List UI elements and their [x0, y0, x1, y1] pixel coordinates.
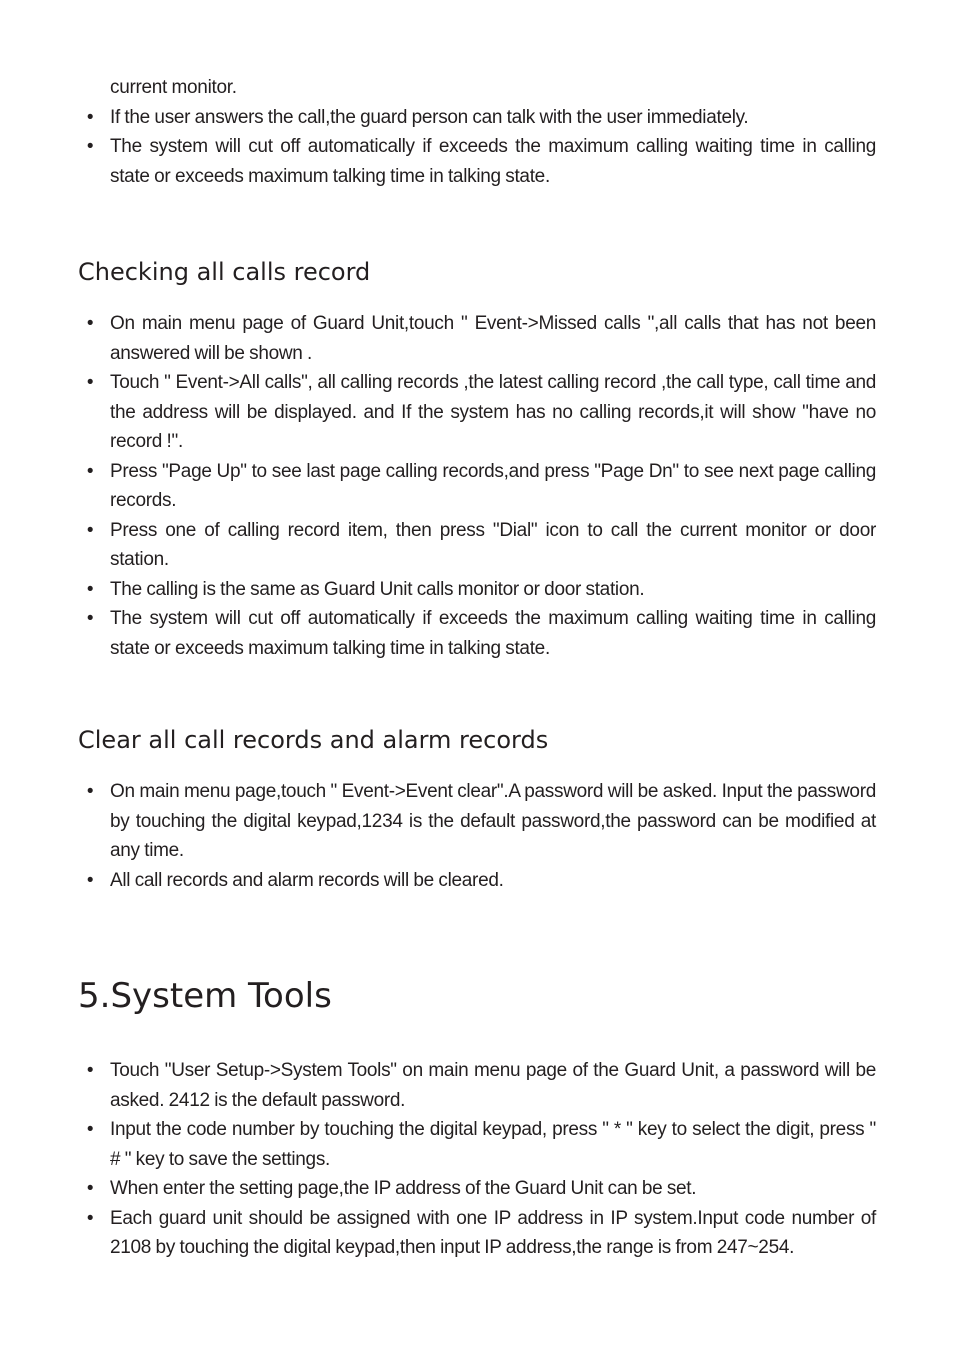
bullet-icon: •: [86, 1207, 94, 1229]
list-item: current monitor.: [110, 77, 237, 98]
bullet-icon: •: [86, 519, 94, 541]
calls-record-list: [78, 309, 876, 663]
list-item: • Press one of calling record item, then press "Dial" icon to call the current monitor or door station.: [78, 516, 876, 575]
clear-records-list: [78, 777, 876, 895]
list-item: • Touch " Event->All calls", all calling records ,the latest calling record ,the call type, call time and the address will be displayed. and If the system has no calling records,it will show "have no record !".: [78, 368, 876, 457]
bullet-icon: •: [86, 578, 94, 600]
section-heading: Clear all call records and alarm records: [78, 726, 549, 754]
list-item: • All call records and alarm records will be cleared.: [78, 866, 876, 896]
chapter-heading: 5.System Tools: [78, 976, 332, 1016]
bullet-icon: •: [86, 460, 94, 482]
list-item: • The system will cut off automatically if exceeds the maximum calling waiting time in calling state or exceeds maximum talking time in talking state.: [78, 604, 876, 663]
list-item: • The system will cut off automatically if exceeds the maximum calling waiting time in calling state or exceeds maximum talking time in talking state.: [78, 132, 876, 191]
bullet-icon: •: [86, 1119, 94, 1140]
list-item: • Touch "User Setup->System Tools" on main menu page of the Guard Unit, a password will be asked. 2412 is the default password.: [78, 1056, 876, 1115]
bullet-icon: •: [86, 608, 94, 629]
list-item: • When enter the setting page,the IP address of the Guard Unit can be set.: [78, 1174, 876, 1204]
bullet-icon: •: [86, 1060, 94, 1081]
list-item: • Each guard unit should be assigned with one IP address in IP system.Input code number of 2108 by touching the digital keypad,then input IP address,the range is from 247~254.: [78, 1204, 876, 1263]
bullet-icon: •: [86, 781, 94, 802]
continuation-list: [78, 73, 876, 191]
bullet-icon: •: [86, 313, 94, 334]
list-item: • Press "Page Up" to see last page calling records,and press "Page Dn" to see next page calling records.: [78, 457, 876, 516]
system-tools-list: [78, 1056, 876, 1263]
bullet-icon: •: [86, 136, 94, 157]
list-item: • The calling is the same as Guard Unit calls monitor or door station.: [78, 575, 876, 605]
list-item: • Input the code number by touching the digital keypad, press " * " key to select the digit, press " # " key to save the settings.: [78, 1115, 876, 1174]
bullet-icon: •: [86, 372, 94, 393]
bullet-icon: •: [86, 869, 94, 891]
list-item: • On main menu page,touch " Event->Event clear".A password will be asked. Input the password by touching the digital keypad,1234 is the default password,the password can be modified at any time.: [78, 777, 876, 866]
bullet-icon: •: [86, 1178, 94, 1199]
bullet-icon: •: [86, 106, 94, 128]
list-item: • If the user answers the call,the guard person can talk with the user immediately.: [78, 103, 876, 133]
section-heading: Checking all calls record: [78, 258, 371, 286]
list-item: • On main menu page of Guard Unit,touch " Event->Missed calls ",all calls that has not been answered will be shown .: [78, 309, 876, 368]
